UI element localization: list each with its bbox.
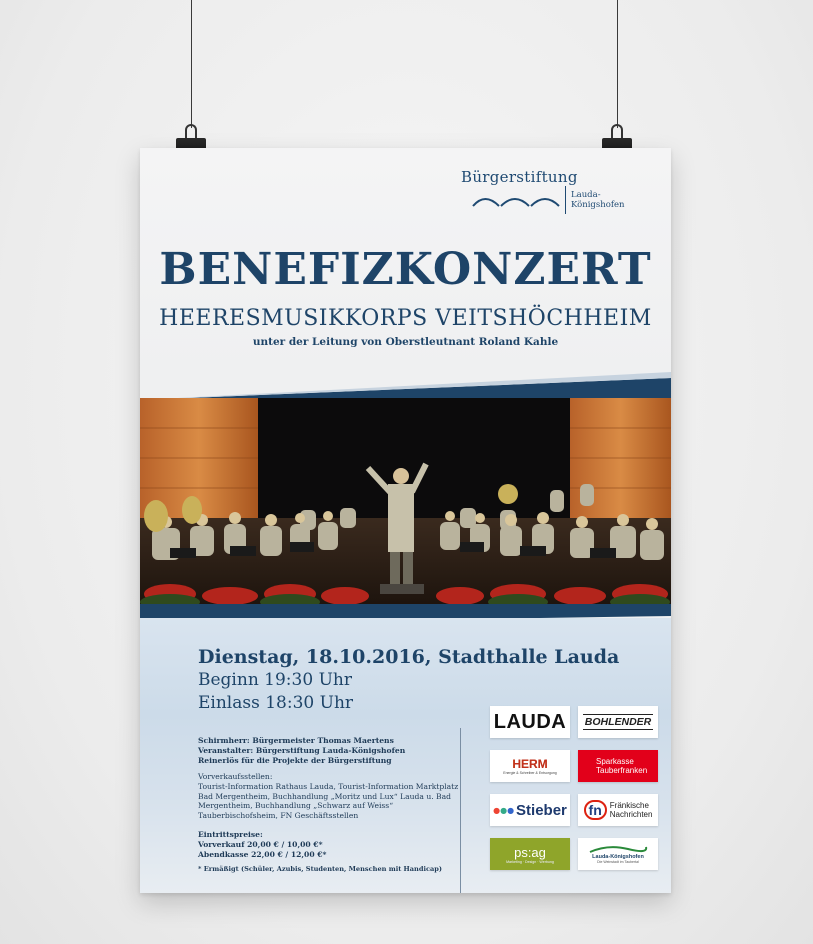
sponsor-lauda: LAUDA bbox=[490, 706, 570, 738]
sponsor-bohlender: BOHLENDER bbox=[578, 706, 658, 738]
poster-subtitle: HEERESMUSIKKORPS VEITSHÖCHHEIM bbox=[159, 306, 652, 331]
stieber-dots-icon: ●●● bbox=[493, 805, 515, 815]
patron-line: Schirmherr: Bürgermeister Thomas Maertens bbox=[198, 736, 394, 745]
logo-sub-line1: Lauda- bbox=[571, 190, 601, 200]
blue-band-top bbox=[140, 370, 671, 400]
lk-swoosh-icon bbox=[588, 844, 648, 854]
hanging-wire-right bbox=[617, 0, 618, 128]
logo-subtitle bbox=[571, 190, 624, 210]
conductor-line: unter der Leitung von Oberstleutnant Roland Kahle bbox=[252, 336, 559, 348]
poster-title: BENEFIZKONZERT bbox=[159, 244, 652, 295]
sponsor-psag: ps:ag Marketing · Design · Werbung bbox=[490, 838, 570, 870]
sponsor-fraenkische-nachrichten: fn Fränkische Nachrichten bbox=[578, 794, 658, 826]
sponsor-lauda-koenigshofen: Lauda-Königshofen Die Weinstadt im Taubertal bbox=[578, 838, 658, 870]
logo-arcs-icon bbox=[471, 192, 563, 210]
organizer-line: Veranstalter: Bürgerstiftung Lauda-Königshofen bbox=[198, 746, 406, 755]
orchestra-photo bbox=[140, 398, 671, 612]
event-start-time: Beginn 19:30 Uhr bbox=[198, 670, 352, 690]
fn-logo-icon: fn bbox=[584, 800, 607, 820]
event-date-place: Dienstag, 18.10.2016, Stadthalle Lauda bbox=[198, 646, 620, 668]
prices-heading: Eintrittspreise: bbox=[198, 830, 263, 839]
logo-sub-line2: Königshofen bbox=[571, 200, 625, 210]
poster bbox=[140, 148, 671, 893]
sponsor-sparkasse: Sparkasse Tauberfranken bbox=[578, 750, 658, 782]
buergerstiftung-logo bbox=[461, 168, 641, 218]
price-box-office: Abendkasse 22,00 € / 12,00 €* bbox=[198, 850, 327, 859]
presale-locations: Tourist-Information Rathaus Lauda, Tourist-Information Marktplatz Bad Mergentheim, Buchhandlung „Moritz und Lux“ Lauda u. Bad Mergentheim, Buchhandlung „Schwarz auf Weiss“ Tauberbischofsheim, FN Geschäftsstellen bbox=[198, 782, 459, 820]
logo-divider bbox=[565, 186, 566, 214]
event-doors-time: Einlass 18:30 Uhr bbox=[198, 693, 354, 713]
presale-heading: Vorverkaufsstellen: bbox=[198, 772, 273, 781]
sponsor-herm: HERM Energie & Schreiber & Entsorgung bbox=[490, 750, 570, 782]
logo-name: Bürgerstiftung bbox=[461, 168, 578, 186]
hanging-wire-left bbox=[191, 0, 192, 128]
sponsor-divider bbox=[460, 728, 461, 893]
sponsor-stieber: ●●● Stieber bbox=[490, 794, 570, 826]
proceeds-line: Reinerlös für die Projekte der Bürgerstiftung bbox=[198, 756, 392, 765]
discount-note: * Ermäßigt (Schüler, Azubis, Studenten, Menschen mit Handicap) bbox=[198, 865, 442, 873]
price-presale: Vorverkauf 20,00 € / 10,00 €* bbox=[198, 840, 323, 849]
